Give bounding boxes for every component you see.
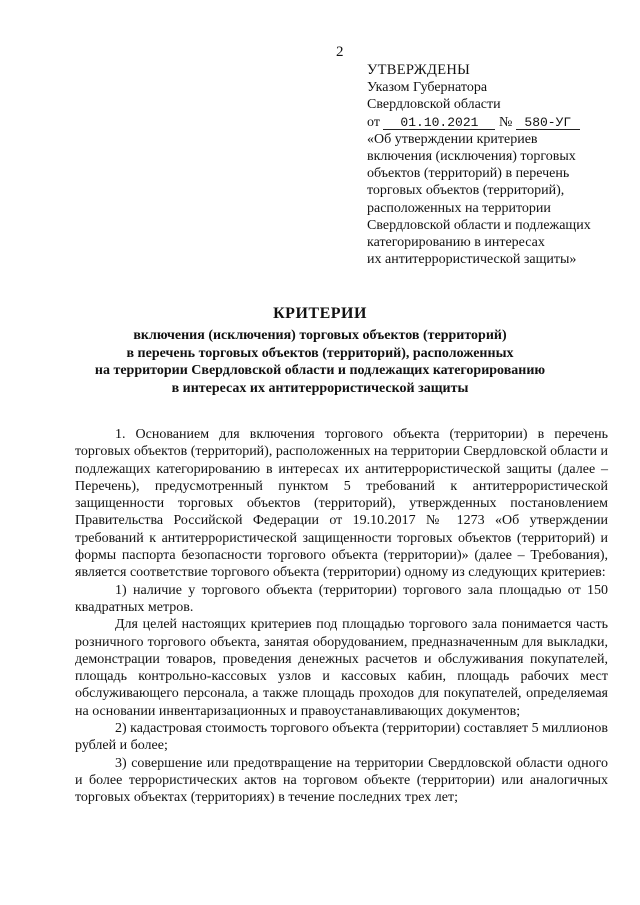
title-sub-line: в перечень торговых объектов (территорий), расположенных [126,345,514,361]
decree-title-line: включения (исключения) торговых [367,149,576,165]
decree-title-line: торговых объектов (территорий), [367,183,565,199]
title-sub-line: в интересах их антитеррористической защиты [171,380,469,396]
paragraph: 1) наличие у торгового объекта (территории) торгового зала площадью от 150 квадратных метров. [75,582,608,615]
decree-title-line: «Об утверждении критериев [367,131,538,147]
title-sub-line: на территории Свердловской области и подлежащих категорированию [94,363,546,378]
document-title [60,305,580,397]
title-main: КРИТЕРИИ [273,305,367,322]
paragraph: 3) совершение или предотвращение на территории Свердловской области одного и более террористических актов на торговом объекте (территории) или аналогичных торговых объектах (территориях) в течение последних трех лет; [75,755,608,806]
decree-title-line: категорированию в интересах [367,235,545,251]
approval-line-1: Указом Губернатора [367,80,488,96]
paragraph: Для целей настоящих критериев под площадью торгового зала понимается часть розничного торгового объекта, занятая оборудованием, предназначенным для выкладки, демонстрации товаров, проведения денежных расчетов и обслуживания покупателей, площадь контрольно-кассовых узлов и кассовых кабин, площадь рабочих мест обслуживающего персонала, а также площадь проходов для покупателей, определяемая на основании инвентаризационных и правоустанавливающих документов; [75,617,608,719]
decree-title-line: Свердловской области и подлежащих [367,217,591,233]
decree-title-line: объектов (территорий) в перечень [367,166,570,182]
decree-title-line: их антитеррористической защиты» [367,252,577,268]
approval-block [367,62,629,268]
page-number: 2 [336,44,344,60]
decree-title-line: расположенных на территории [367,200,551,216]
paragraph: 2) кадастровая стоимость торгового объекта (территории) составляет 5 миллионов рублей и более; [75,721,608,754]
decree-number: 580-УГ [516,116,580,130]
approval-line-2: Свердловской области [367,97,501,113]
document-body [75,426,608,807]
number-prefix: № [498,114,513,130]
paragraph: 1. Основанием для включения торгового объекта (территории) в перечень торговых объектов (территорий), расположенных на территории Свердловской области и подлежащих категорированию в интересах их антитеррористической защиты (далее – Перечень), предусмотренный пунктом 5 требований к антитеррористической защищенности торговых объектов (территорий), утвержденных постановлением Правительства Российской Федерации от 19.10.2017 № 1273 «Об утверждении требований к антитеррористической защищенности торговых объектов (территорий) и формы паспорта безопасности торгового объекта (территории)» (далее – Требования), является соответствие торгового объекта (территории) одному из следующих критериев: [75,427,608,581]
date-prefix: от [367,114,380,130]
approval-heading: УТВЕРЖДЕНЫ [367,62,471,78]
title-sub-line: включения (исключения) торговых объектов (территорий) [133,328,507,343]
approval-date-line [367,114,629,131]
decree-date: 01.10.2021 [383,116,495,130]
